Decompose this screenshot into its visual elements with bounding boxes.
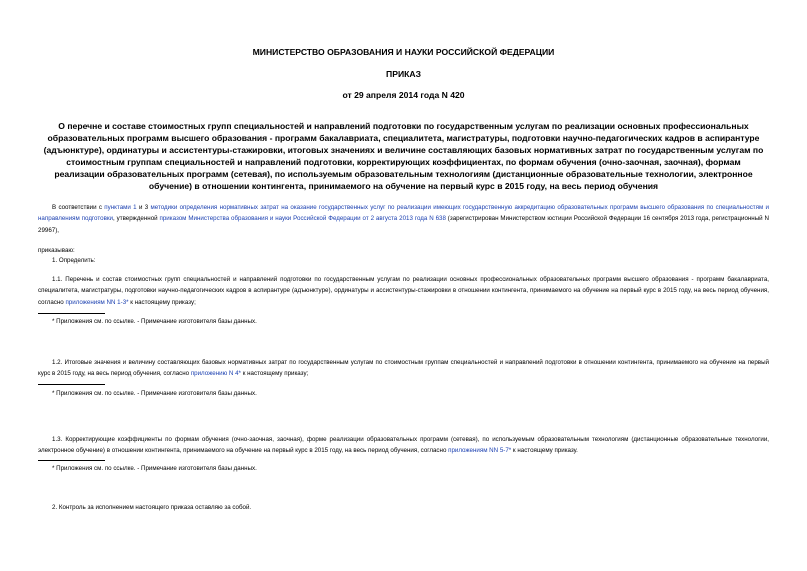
preamble-text-1: В соответствии с <box>52 204 105 211</box>
document-type: ПРИКАЗ <box>386 69 421 79</box>
document-date-number: от 29 апреля 2014 года N 420 <box>342 90 465 100</box>
footnote-3: * Приложения см. по ссылке. - Примечание изготовителя базы данных. <box>52 465 257 472</box>
preamble-text-2: и 3 <box>136 204 151 211</box>
link-order-638[interactable]: приказом Министерства образования и науки Российской Федерации от 2 августа 2013 года N 638 <box>159 215 446 223</box>
link-points-1[interactable]: пунктами 1 <box>104 204 137 211</box>
item-1-3-tail: к настоящему приказу. <box>511 447 578 455</box>
item-1: 1. Определить: <box>52 257 96 264</box>
ministry-heading: МИНИСТЕРСТВО ОБРАЗОВАНИЯ И НАУКИ РОССИЙСКОЙ ФЕДЕРАЦИИ <box>252 47 555 57</box>
footnote-separator <box>38 460 105 461</box>
footnote-separator <box>38 384 105 385</box>
item-2: 2. Контроль за исполнением настоящего приказа оставляю за собой. <box>52 504 252 511</box>
link-methodology[interactable]: методики определения нормативных затрат на оказание государственных услуг по реализации имеющих государственную аккредитацию образовательных программ высшего образования по специальностям и направлениям подготовки <box>38 204 770 223</box>
link-appendix-1-3[interactable]: приложениям NN 1-3* <box>65 298 129 306</box>
preamble-text-4: (зарегистрирован Министерством юстиции Российской Федерации 16 сентября 2013 года, регистрационный N 29967), <box>38 215 769 234</box>
preamble-paragraph <box>38 202 769 236</box>
footnote-separator <box>38 313 105 314</box>
item-1-1-tail: к настоящему приказу; <box>128 298 196 306</box>
item-1-3 <box>38 434 769 457</box>
item-1-2 <box>38 357 769 380</box>
item-1-1 <box>38 274 769 308</box>
order-word: приказываю: <box>38 247 75 254</box>
link-appendix-4[interactable]: приложению N 4* <box>190 370 241 378</box>
item-1-2-tail: к настоящему приказу; <box>240 370 309 378</box>
item-1-3-text: 1.3. Корректирующие коэффициенты по формам обучения (очно-заочная, заочная), форме реализации образовательных программ (сетевая), по используемым образовательным технологиям (дистанционные образовательные технологии, электронное обучение) в отношении контингента, принимаемого на обучение на первый курс в 2015 году, на весь период обучения, согласно <box>38 436 769 455</box>
item-1-1-text: 1.1. Перечень и состав стоимостных групп специальностей и направлений подготовки по государственным услугам по реализации основных профессиональных образовательных программ высшего образования - программ бакалавриата, специалитета, магистратуры, подготовки научно-педагогических кадров в аспирантуре (адъюнктуре), ординатуры и ассистентуры-стажировки в отношении контингента, принимаемого на обучение на первый курс в 2015 году, на весь период обучения, согласно <box>38 276 769 306</box>
link-appendix-5-7[interactable]: приложениям NN 5-7* <box>448 447 512 455</box>
document-title: О перечне и составе стоимостных групп специальностей и направлений подготовки по государственным услугам по реализации основных профессиональных образовательных программ высшего образования - программ бакалавриата, специалитета, магистратуры, подготовки научно-педагогических кадров в аспирантуре (адъюнктуре), ординатуры и ассистентуры-стажировки, итоговых значениях и величине составляющих базовых нормативных затрат по государственным услугам по стоимостным группам специальностей и направлений подготовки, корректирующих коэффициентах, по формам обучения (очно-заочная, заочная), формам реализации образовательных программ (сетевая), по используемым образовательным технологиям (дистанционные образовательные технологии, электронное обучение) в отношении контингента, принимаемого на обучение на первый курс в 2015 году, на весь период обучения <box>43 121 764 191</box>
footnote-2: * Приложения см. по ссылке. - Примечание изготовителя базы данных. <box>52 390 257 397</box>
preamble-text-3: , утвержденной <box>113 215 160 223</box>
footnote-1: * Приложения см. по ссылке. - Примечание изготовителя базы данных. <box>52 318 257 325</box>
item-1-2-text: 1.2. Итоговые значения и величину составляющих базовых нормативных затрат по государственным услугам по стоимостным группам специальностей и направлений подготовки в отношении контингента, принимаемого на обучение на первый курс в 2015 году, на весь период обучения, согласно <box>38 359 769 378</box>
